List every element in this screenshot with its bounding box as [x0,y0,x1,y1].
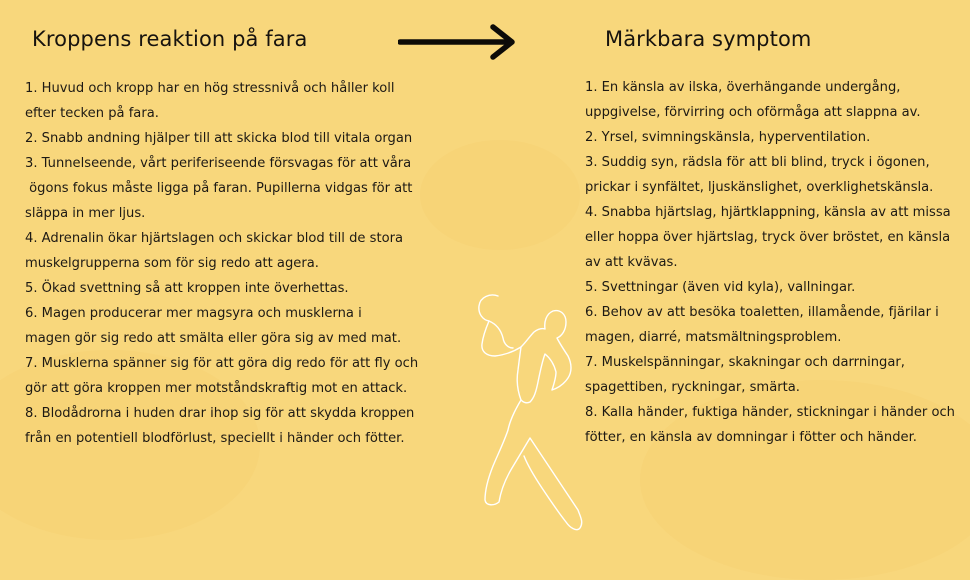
list-line: 5. Ökad svettning så att kroppen inte överhettas. [25,281,349,296]
list-line: 4. Adrenalin ökar hjärtslagen och skickar blod till de stora [25,231,404,246]
list-line: 2. Yrsel, svimningskänsla, hyperventilation. [585,130,871,145]
list-line: 1. Huvud och kropp har en hög stressnivå och håller koll [25,81,395,96]
symptom-list [585,75,965,450]
list-line: ögons fokus måste ligga på faran. Pupillerna vidgas för att [25,181,413,196]
list-line: 3. Suddig syn, rädsla för att bli blind, tryck i ögonen, [585,155,930,170]
list-line: 4. Snabba hjärtslag, hjärtklappning, känsla av att missa [585,205,951,220]
list-line: gör att göra kroppen mer motståndskraftig mot en attack. [25,381,408,396]
list-line: uppgivelse, förvirring och oförmåga att slappna av. [585,105,921,120]
list-line: från en potentiell blodförlust, speciellt i händer och fötter. [25,431,405,446]
list-line: 1. En känsla av ilska, överhängande undergång, [585,80,901,95]
list-line: magen, diarré, matsmältningsproblem. [585,330,842,345]
right-heading: Märkbara symptom [605,27,812,51]
list-line: 7. Musklerna spänner sig för att göra dig redo för att fly och [25,356,419,371]
list-line: eller hoppa över hjärtslag, tryck över bröstet, en känsla [585,230,951,245]
list-line: 8. Kalla händer, fuktiga händer, stickningar i händer och [585,405,955,420]
list-line: magen gör sig redo att smälta eller göra sig av med mat. [25,331,402,346]
background-shape [420,140,580,250]
list-line: muskelgrupperna som för sig redo att agera. [25,256,319,271]
left-heading: Kroppens reaktion på fara [32,27,308,51]
list-line: fötter, en känsla av domningar i fötter och händer. [585,430,917,445]
list-line: spagettiben, ryckningar, smärta. [585,380,800,395]
list-line: av att kvävas. [585,255,678,270]
list-line: 5. Svettningar (även vid kyla), vallningar. [585,280,856,295]
body-reaction-list [25,76,419,451]
list-line: 7. Muskelspänningar, skakningar och darrningar, [585,355,905,370]
list-line: 6. Magen producerar mer magsyra och musklerna i [25,306,362,321]
list-line: 6. Behov av att besöka toaletten, illamående, fjärilar i [585,305,939,320]
list-line: 8. Blodådrorna i huden drar ihop sig för att skydda kroppen [25,406,415,421]
list-line: släppa in mer ljus. [25,206,146,221]
right-arrow-icon [398,22,520,62]
list-line: prickar i synfältet, ljuskänslighet, overklighetskänsla. [585,180,934,195]
list-line: 2. Snabb andning hjälper till att skicka blod till vitala organ [25,131,413,146]
list-line: 3. Tunnelseende, vårt periferiseende försvagas för att våra [25,156,412,171]
boxer-figure-icon [468,292,586,532]
list-line: efter tecken på fara. [25,106,159,121]
